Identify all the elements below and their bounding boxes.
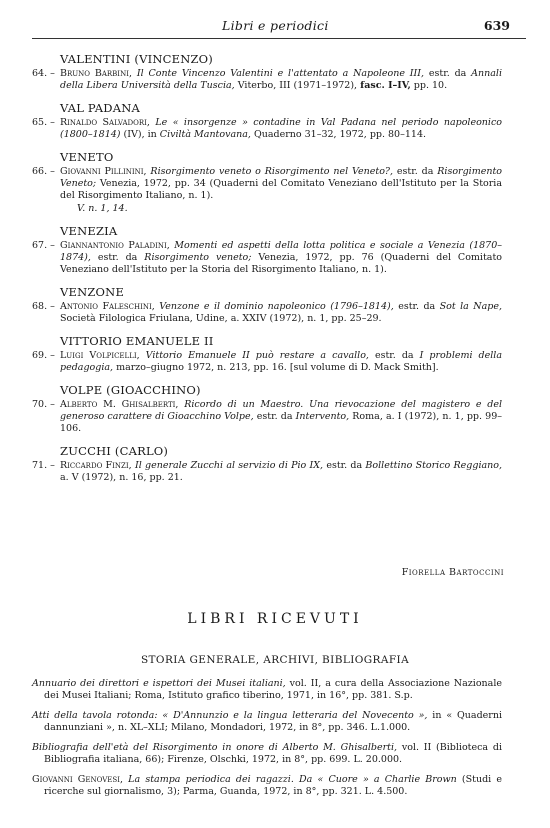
block-title: LIBRI RICEVUTI — [187, 611, 363, 627]
book-entry — [32, 710, 502, 734]
book-entry — [32, 742, 502, 766]
entry-number: 64. – — [32, 68, 55, 79]
book-entry — [32, 774, 502, 798]
section-heading: VALENTINI (VINCENZO) — [60, 52, 213, 66]
section-veneto — [32, 150, 502, 215]
cross-reference-note: V. n. 1, 14. — [77, 203, 128, 214]
section-heading: VAL PADANA — [60, 101, 141, 115]
entry-details: Società Filologica Friulana, Udine, a. XXIV (1972), n. 1, pp. 25–29. — [60, 313, 382, 324]
running-title: Libri e periodici — [222, 18, 329, 33]
entry-connector: estr. da — [393, 166, 438, 177]
entry — [32, 68, 502, 92]
entry-journal: Risorgimento Veneto; — [60, 166, 502, 189]
entry-journal: Sot la Nape, — [439, 301, 502, 312]
entry-author: Giovanni Pillinini, — [60, 166, 147, 177]
section-heading: VENEZIA — [60, 224, 118, 238]
section-venzone — [32, 285, 502, 325]
received-books-list — [32, 678, 502, 806]
section-heading: VITTORIO EMANUELE II — [60, 334, 214, 348]
entry-author: Alberto M. Ghisalberti, — [60, 399, 179, 410]
entry-connector: estr. da — [90, 252, 145, 263]
entry-title: Vittorio Emanuele II può restare a cavallo, — [145, 350, 369, 361]
section-heading: ZUCCHI (CARLO) — [60, 444, 169, 458]
entry — [32, 350, 502, 374]
book-details: in « Quaderni dannunziani », n. XL–XLI; Milano, Mondadori, 1972, in 8°, pp. 346. L.1.000. — [44, 710, 502, 733]
entry-text — [60, 166, 502, 202]
section-valentini — [32, 52, 502, 92]
entry-number: 70. – — [32, 399, 55, 410]
entry-text — [60, 460, 502, 484]
entry-title: Risorgimento veneto o Risorgimento nel Veneto?, — [150, 166, 394, 177]
entry-connector: estr. da — [424, 68, 472, 79]
entry-number: 68. – — [32, 301, 55, 312]
section-val-padana — [32, 101, 502, 141]
periodical-entries — [32, 52, 502, 493]
entry-text — [60, 399, 502, 435]
entry-author: Antonio Faleschini, — [60, 301, 155, 312]
entry-connector: estr. da — [368, 350, 420, 361]
entry-text — [60, 240, 502, 276]
book-author: Giovanni Genovesi, — [32, 774, 123, 785]
entry-title: Le « insorgenze » contadine in Val Padana nel periodo napoleonico (1800–1814) — [60, 117, 502, 140]
book-title: La stampa periodica dei ragazzi. Da « Cuore » a Charlie Brown — [123, 774, 457, 785]
entry-fascicle: fasc. I–IV, — [360, 80, 411, 91]
section-venezia — [32, 224, 502, 276]
entry-journal: Bollettino Storico Reggiano, — [365, 460, 502, 471]
entry-text — [60, 301, 502, 325]
header-rule — [32, 38, 526, 39]
book-title: Annuario dei direttori e ispettori dei Musei italiani, — [32, 678, 286, 689]
entry-details: a. V (1972), n. 16, pp. 21. — [60, 472, 183, 483]
entry-journal: Annali della Libera Università della Tuscia, — [60, 68, 502, 91]
entry-number: 71. – — [32, 460, 55, 471]
entry-connector: (IV), in — [120, 129, 160, 140]
entry-title: Venzone e il dominio napoleonico (1796–1814), — [159, 301, 394, 312]
entry-title: Il generale Zucchi al servizio di Pio IX, — [134, 460, 324, 471]
entry-text — [60, 117, 502, 141]
book-title: Atti della tavola rotonda: « D'Annunzio e la lingua letteraria del Novecento », — [32, 710, 428, 721]
book-entry — [32, 678, 502, 702]
book-details: vol. II, a cura della Associazione Nazionale dei Musei Italiani; Roma, Istituto grafico tiberino, 1971, in 16°, pp. 381. S.p. — [44, 678, 502, 701]
entry-author: Riccardo Finzi, — [60, 460, 132, 471]
entry-author: Giannantonio Paladini, — [60, 240, 170, 251]
entry-text — [60, 350, 502, 374]
section-zucchi — [32, 444, 502, 484]
entry-journal: I problemi della pedagogia, — [60, 350, 503, 373]
entry-journal: Civiltà Mantovana, — [159, 129, 251, 140]
page-header — [32, 14, 526, 36]
entry-pages: pp. 10. — [410, 80, 448, 91]
entry-details: Viterbo, III (1971–1972), — [234, 80, 361, 91]
book-details: (Studi e ricerche sul giornalismo, 3); Parma, Guanda, 1972, in 8°, pp. 321. L. 4.500. — [44, 774, 503, 797]
section-heading: VENETO — [60, 150, 114, 164]
entry-details: Venezia, 1972, pp. 76 (Quaderni del Comitato Veneziano dell'Istituto per la Storia del Risorgimento Italiano, n. 1). — [60, 252, 502, 275]
page-number: 639 — [483, 18, 510, 33]
entry-title: Il Conte Vincenzo Valentini e l'attentato a Napoleone III, — [136, 68, 425, 79]
entry-number: 65. – — [32, 117, 55, 128]
section-heading: VENZONE — [60, 285, 125, 299]
block-subtitle: STORIA GENERALE, ARCHIVI, BIBLIOGRAFIA — [140, 654, 410, 666]
entry-author: Luigi Volpicelli, — [60, 350, 140, 361]
entry-title: Ricordo di un Maestro. Una rievocazione del magistero e del generoso carattere di Gioacchino Volpe, — [60, 399, 502, 422]
entry-details: Venezia, 1972, pp. 34 (Quaderni del Comitato Veneziano dell'Istituto per la Storia del Risorgimento Italiano, n. 1). — [60, 178, 502, 201]
entry-details: Quaderno 31–32, 1972, pp. 80–114. — [250, 129, 427, 140]
entry-details: Roma, a. I (1972), n. 1, pp. 99–106. — [60, 411, 502, 434]
entry — [32, 399, 502, 435]
entry-connector: estr. da — [253, 411, 296, 422]
entry — [32, 240, 502, 276]
book-title: Bibliografia dell'età del Risorgimento in onore di Alberto M. Ghisalberti, — [32, 742, 398, 753]
entry-number: 69. – — [32, 350, 55, 361]
entry — [32, 460, 502, 484]
entry-connector: estr. da — [393, 301, 440, 312]
entry-journal: Risorgimento veneto; — [144, 252, 252, 263]
section-volpe — [32, 383, 502, 435]
entry-connector: estr. da — [323, 460, 366, 471]
entry-number: 67. – — [32, 240, 55, 251]
entry-journal: Intervento, — [295, 411, 350, 422]
entry-title: Momenti ed aspetti della lotta politica e sociale a Venezia (1870–1874), — [60, 240, 502, 263]
entry-author: Rinaldo Salvadori, — [60, 117, 150, 128]
entry — [32, 301, 502, 325]
entry — [32, 117, 502, 141]
entry — [32, 166, 502, 202]
book-details: vol. II (Biblioteca di Bibliografia italiana, 66); Firenze, Olschki, 1972, in 8°, pp. 699. L. 20.000. — [44, 742, 502, 765]
section-heading: VOLPE (GIOACCHINO) — [60, 383, 201, 397]
entry-text — [60, 68, 502, 92]
section-vittorio-emanuele — [32, 334, 502, 374]
entry-details: marzo–giugno 1972, n. 213, pp. 16. [sul volume di D. Mack Smith]. — [113, 362, 439, 373]
entry-author: Bruno Barbini, — [60, 68, 132, 79]
entry-number: 66. – — [32, 166, 55, 177]
reviewer-signature: Fiorella Bartoccini — [401, 567, 504, 578]
